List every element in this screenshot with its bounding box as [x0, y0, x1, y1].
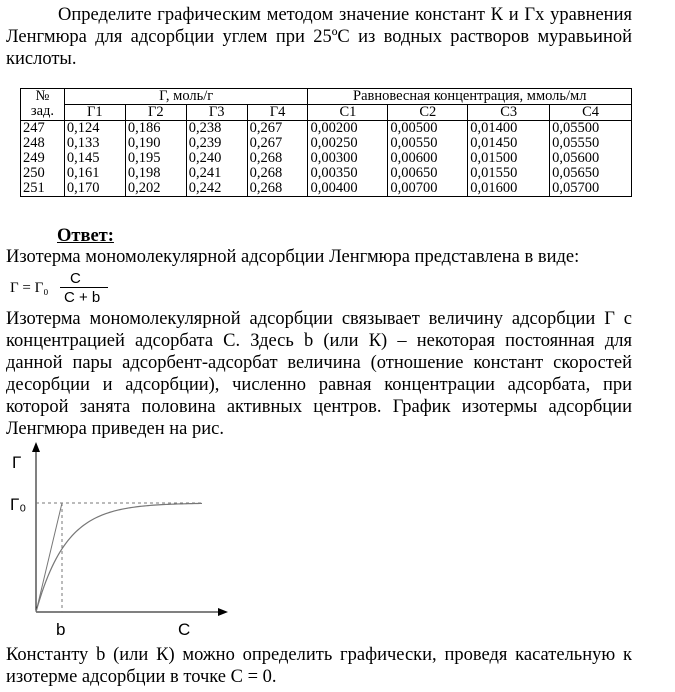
- table-cell: 0,124: [64, 121, 125, 137]
- x-axis-arrow: [218, 608, 228, 616]
- x-axis-label: С: [178, 620, 191, 639]
- table-cell: 0,00250: [308, 136, 388, 151]
- sub-header: С3: [468, 105, 550, 121]
- sub-header: Г4: [247, 105, 308, 121]
- table-cell: 0,190: [125, 136, 186, 151]
- y-axis-arrow: [32, 442, 40, 452]
- table-cell: 0,00650: [388, 166, 468, 181]
- langmuir-formula: [10, 270, 120, 306]
- gamma0-label: Г₀: [10, 495, 27, 514]
- formula-lhs: Г = Г₀: [10, 280, 49, 296]
- table-cell: 0,198: [125, 166, 186, 181]
- table-cell: 0,00500: [388, 121, 468, 137]
- y-axis-label: Г: [12, 453, 22, 472]
- table-cell: 0,05600: [550, 151, 632, 166]
- isotherm-intro-text: Изотерма мономолекулярной адсорбции Ленгмюра представлена в виде:: [6, 247, 580, 267]
- sub-header: Г1: [64, 105, 125, 121]
- table-cell: 0,268: [247, 151, 308, 166]
- formula-denominator: C + b: [64, 289, 101, 306]
- table-cell: 0,05650: [550, 166, 632, 181]
- table-cell: 0,05500: [550, 121, 632, 137]
- table-cell: 0,170: [64, 181, 125, 197]
- isotherm-graph: [0, 440, 230, 640]
- sub-header: Г3: [186, 105, 247, 121]
- table-cell: 0,01400: [468, 121, 550, 137]
- intro-text: Определите графическим методом значение констант К и Гх уравнения Ленгмюра для адсорбции углем при 25ºС из водных растворов муравьиной кислоты.: [6, 5, 632, 69]
- formula-numerator: C: [70, 270, 81, 287]
- table-cell: 0,202: [125, 181, 186, 197]
- formula-fraction-bar: [60, 287, 108, 288]
- table-cell: 0,05700: [550, 181, 632, 197]
- table-cell: 0,268: [247, 181, 308, 197]
- table-cell: 0,241: [186, 166, 247, 181]
- table-row: [21, 151, 632, 166]
- isotherm-curve: [36, 503, 202, 612]
- sub-header: С2: [388, 105, 468, 121]
- answer-label: Ответ:: [57, 226, 114, 246]
- table-cell: 247: [21, 121, 65, 137]
- table-cell: 0,133: [64, 136, 125, 151]
- table-cell: 0,05550: [550, 136, 632, 151]
- table-cell: 0,01550: [468, 166, 550, 181]
- table-cell: 250: [21, 166, 65, 181]
- sub-header: С1: [308, 105, 388, 121]
- table-cell: 0,145: [64, 151, 125, 166]
- data-table: [20, 88, 632, 197]
- sub-header-row: [21, 105, 632, 121]
- table-cell: 0,00350: [308, 166, 388, 181]
- table-cell: 0,01450: [468, 136, 550, 151]
- table-cell: 0,242: [186, 181, 247, 197]
- sub-header: С4: [550, 105, 632, 121]
- table-cell: 248: [21, 136, 65, 151]
- table-cell: 0,00400: [308, 181, 388, 197]
- table-cell: 0,00700: [388, 181, 468, 197]
- table-cell: 0,00550: [388, 136, 468, 151]
- sub-header: Г2: [125, 105, 186, 121]
- table-cell: 0,00300: [308, 151, 388, 166]
- conclusion-text: Константу b (или К) можно определить графически, проведя касательную к изотерме адсорбции в точке С = 0.: [6, 645, 632, 687]
- table-cell: 0,238: [186, 121, 247, 137]
- table-cell: 0,195: [125, 151, 186, 166]
- table-cell: 0,267: [247, 121, 308, 137]
- b-label: b: [56, 620, 66, 639]
- table-cell: 0,00200: [308, 121, 388, 137]
- table-cell: 249: [21, 151, 65, 166]
- table-cell: 0,240: [186, 151, 247, 166]
- table-cell: 0,186: [125, 121, 186, 137]
- table-cell: 0,239: [186, 136, 247, 151]
- header-concentration: Равновесная концентрация, ммоль/мл: [308, 89, 632, 105]
- table-cell: 0,268: [247, 166, 308, 181]
- table-cell: 251: [21, 181, 65, 197]
- table-cell: 0,01500: [468, 151, 550, 166]
- table-cell: 0,161: [64, 166, 125, 181]
- header-adsorption: Г, моль/г: [64, 89, 308, 105]
- table-row: [21, 121, 632, 137]
- table-row: [21, 181, 632, 197]
- table-cell: 0,01600: [468, 181, 550, 197]
- header-task-number: № зад.: [21, 89, 65, 121]
- table-cell: 0,00600: [388, 151, 468, 166]
- table-row: [21, 166, 632, 181]
- table-cell: 0,267: [247, 136, 308, 151]
- explanation-text: Изотерма мономолекулярной адсорбции связывает величину адсорбции Г с концентрацией адсорбата С. Здесь b (или К) – некоторая постоянная для данной пары адсорбент-адсорбат величина (отношение констант скоростей десорбции и адсорбции), численно равная концентрации адсорбата, при которой занята половина активных центров. График изотермы адсорбции Ленгмюра приведен на рис.: [6, 309, 632, 439]
- tangent-line: [36, 503, 62, 612]
- table-row: [21, 136, 632, 151]
